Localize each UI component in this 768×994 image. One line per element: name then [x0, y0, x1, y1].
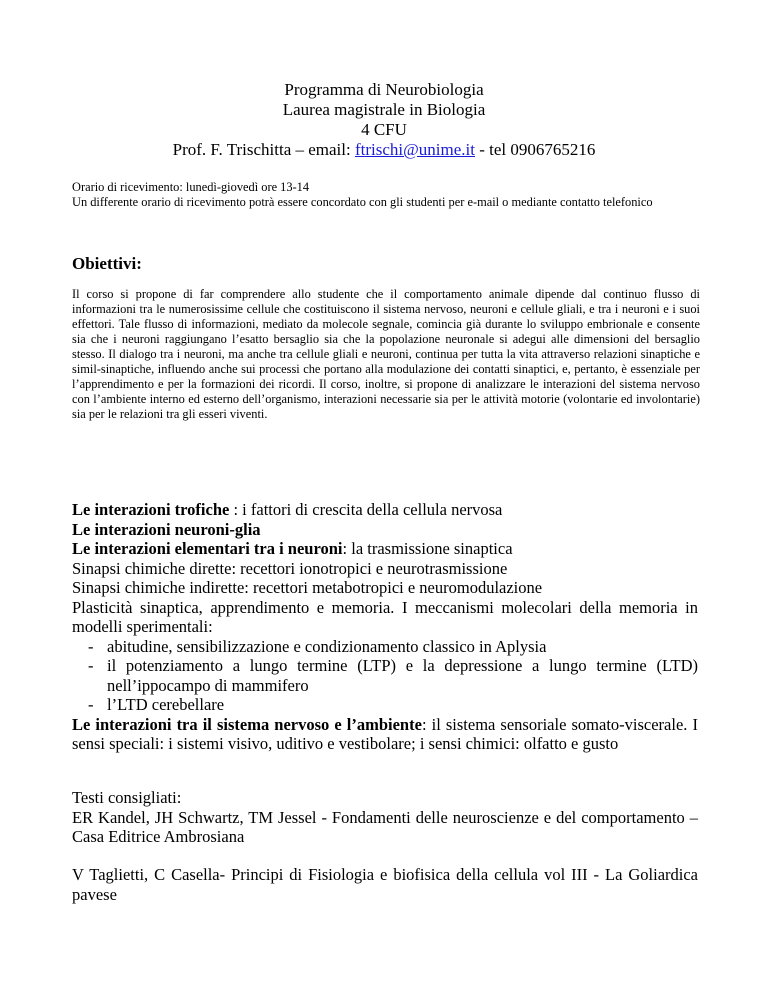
topic-heading: Le interazioni neuroni-glia [72, 519, 261, 539]
book-entry: ER Kandel, JH Schwartz, TM Jessel - Fondamenti delle neuroscienze e del comportamento – Casa Editrice Ambrosiana [72, 807, 698, 846]
topic-indirect-synapses: Sinapsi chimiche indirette: recettori metabotropici e neuromodulazione [72, 578, 543, 597]
office-hours-line: Orario di ricevimento: lunedì-giovedì ore 13-14 [72, 180, 310, 194]
objectives-text: Il corso si propone di far comprendere allo studente che il comportamento animale dipende dal continuo flusso di informazioni tra le numerosissime cellule che costituiscono il sistema nervoso, neuroni e cellule gliali, e tra i neuroni e i suoi effettori. Tale flusso di informazioni, mediato da molecole segnale, comincia già durante lo sviluppo embrionale e consente sia che i neuroni raggiungano l’esatto bersaglio sia che la popolazione neuronale si adegui alle dimensioni del bersaglio stesso. Il dialogo tra i neuroni, ma anche tra cellule gliali e neuroni, continua per tutta la vita attraverso relazioni sinaptiche e simil-sinaptiche, influendo anche sui processi che portano alla modulazione dei contatti sinaptici, e, pertanto, è essenziale per l’apprendimento e per la formazioni dei ricordi. Il corso, inoltre, si propone di analizzare le interazioni del sistema nervoso con l’ambiente interno ed esterno dell’organismo, interazioni necessarie sia per le attività motorie (volontarie ed involontarie) sia per le relazioni tra gli esseri viventi. [72, 287, 700, 421]
course-title: Programma di Neurobiologia [284, 80, 484, 99]
topic-direct-synapses: Sinapsi chimiche dirette: recettori ionotropici e neurotrasmissione [72, 558, 508, 578]
recommended-books [72, 788, 698, 847]
topic-heading: Le interazioni tra il sistema nervoso e l’ambiente [72, 714, 422, 734]
books-heading: Testi consigliati: [72, 788, 182, 807]
credits: 4 CFU [361, 120, 407, 139]
list-item: - il potenziamento a lungo termine (LTP) e la depressione a lungo termine (LTD) nell’ippocampo di mammifero [88, 656, 698, 695]
topic-elementary [72, 539, 698, 559]
degree-program: Laurea magistrale in Biologia [282, 100, 486, 119]
document-header [0, 80, 768, 160]
topic-text: : i fattori di crescita della cellula nervosa [229, 500, 503, 519]
objectives-heading: Obiettivi: [72, 254, 142, 273]
phone-number: - tel 0906765216 [474, 140, 596, 159]
memory-models-list [72, 637, 698, 715]
topic-trophic [72, 500, 698, 520]
topic-heading: Le interazioni elementari tra i neuroni [72, 539, 343, 558]
topic-environment [72, 715, 698, 754]
course-topics [72, 500, 698, 754]
topic-text: : la trasmissione sinaptica [342, 539, 513, 558]
list-item: - l’LTD cerebellare [88, 695, 225, 714]
office-hours [72, 180, 700, 210]
book-entry: V Taglietti, C Casella- Principi di Fisiologia e biofisica della cellula vol III - La Goliardica pavese [72, 865, 698, 904]
topic-plasticity: Plasticità sinaptica, apprendimento e memoria. I meccanismi molecolari della memoria in modelli sperimentali: [72, 597, 698, 636]
topic-heading: Le interazioni trofiche [72, 500, 230, 519]
office-hours-note: Un differente orario di ricevimento potrà essere concordato con gli studenti per e-mail o mediante contatto telefonico [72, 195, 653, 209]
professor-contact [0, 140, 768, 160]
professor-name: Prof. F. Trischitta – email: [172, 140, 355, 159]
topic-neuron-glia [72, 520, 698, 540]
topic-text: : il sistema sensoriale somato-viscerale. I sensi speciali: i sistemi visivo, uditivo e vestibolare; i sensi chimici: olfatto e gusto [72, 714, 698, 753]
list-item: - abitudine, sensibilizzazione e condizionamento classico in Aplysia [88, 636, 547, 656]
email-link[interactable]: ftrischi@unime.it [354, 140, 475, 159]
